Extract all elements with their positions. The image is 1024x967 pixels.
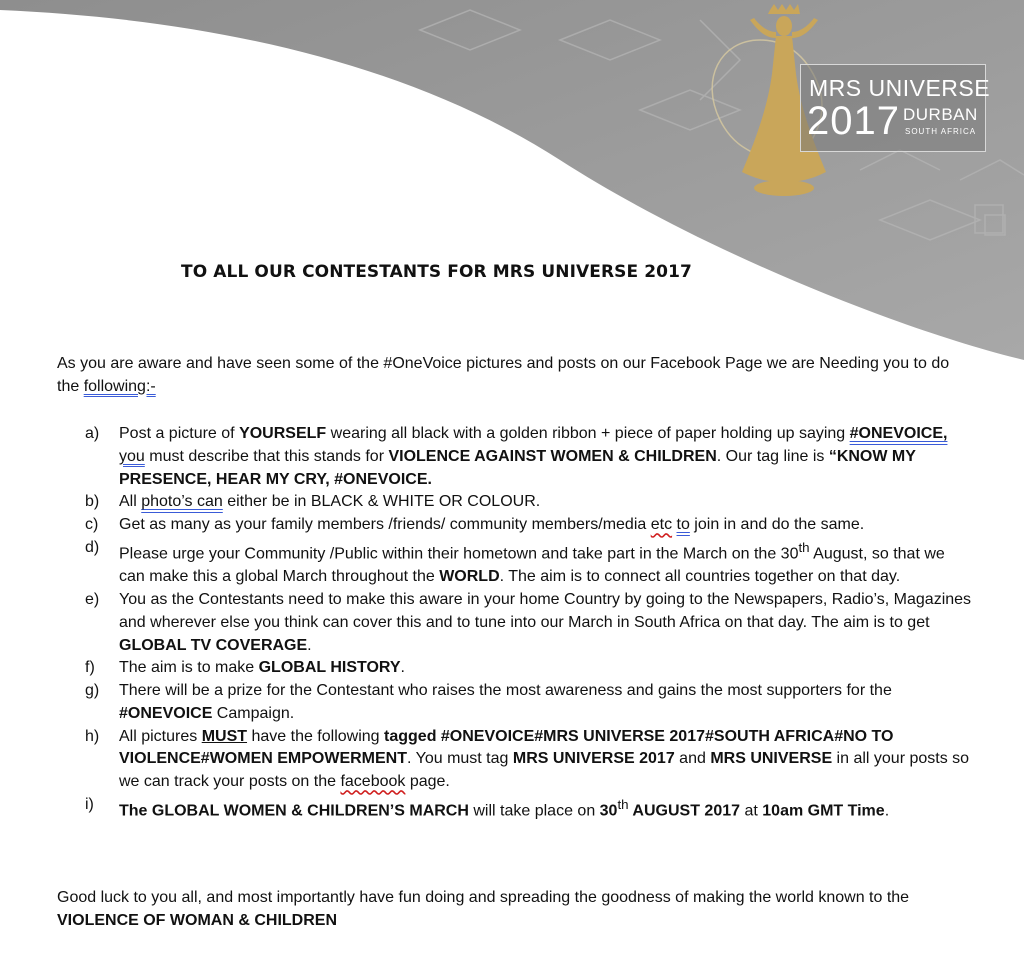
mrs-universe-logo — [800, 64, 991, 152]
text: You as the Contestants need to make this aware in your home Country by going to the Newspapers, Radio’s, Magazines and wherever else you think can cover this and to tune into our March in South Africa on that day. The aim is to get — [119, 590, 972, 631]
intro-underlined: following:- — [83, 377, 156, 395]
text: Get as many as your family members /friends/ community members/media — [119, 516, 651, 534]
text: There will be a prize for the Contestant who raises the most awareness and gains the most supporters for the — [119, 682, 892, 700]
logo-country: SOUTH AFRICA — [905, 127, 977, 136]
text: Campaign. — [212, 704, 295, 722]
text: . Our tag line is — [716, 447, 829, 465]
text: wearing all black with a golden ribbon + piece of paper holding up saying — [326, 425, 850, 442]
list-item — [85, 514, 975, 537]
text: join in and do the same. — [689, 516, 865, 534]
underlined-text: photo’s can — [141, 493, 223, 511]
text: . You must tag — [407, 750, 513, 768]
intro-text: As you are aware and have seen some of the #OneVoice pictures and posts on our Facebook Page we are Needing you to do the — [57, 355, 950, 395]
list-item — [85, 726, 975, 794]
list-marker: g) — [85, 682, 100, 700]
text: either be in BLACK & WHITE OR COLOUR. — [222, 493, 541, 511]
logo-city: DURBAN — [903, 105, 978, 124]
bold-text: GLOBAL HISTORY — [258, 659, 401, 677]
text: and — [674, 750, 711, 768]
list-item — [85, 423, 975, 491]
list-marker: i) — [85, 796, 94, 814]
bold-text: YOURSELF — [239, 425, 327, 442]
bold-text: MRS UNIVERSE — [710, 750, 833, 768]
list-marker: d) — [85, 538, 100, 556]
closing-paragraph — [57, 887, 977, 932]
text: have the following — [247, 727, 385, 745]
intro-paragraph — [57, 353, 957, 398]
text: will take place on — [468, 802, 600, 820]
closing-bold: VIOLENCE OF WOMAN & CHILDREN — [57, 911, 337, 929]
text: Post a picture of — [119, 425, 240, 442]
text: page. — [405, 773, 450, 791]
bold-text: tagged #ONEVOICE#MRS UNIVERSE 2017#SOUTH AFRICA#NO TO VIOLENCE#WOMEN EMPOWERMENT — [119, 727, 894, 768]
list-marker: h) — [85, 727, 100, 745]
text: in all your posts so we can track your posts on the — [119, 750, 970, 791]
bold-text: MRS UNIVERSE 2017 — [512, 750, 675, 768]
list-marker: a) — [85, 425, 100, 442]
text: . — [884, 802, 890, 820]
text: . The aim is to connect all countries together on that day. — [499, 568, 901, 586]
list-item — [85, 794, 975, 823]
text: must describe that this stands for — [144, 447, 389, 465]
text: All — [119, 493, 142, 511]
instruction-list — [85, 423, 975, 823]
document-title: TO ALL OUR CONTESTANTS FOR MRS UNIVERSE 2017 — [181, 262, 692, 282]
bold-text: #ONEVOICE — [119, 704, 213, 722]
text: August, so that we can make this a global March throughout the — [119, 545, 945, 586]
list-item — [85, 589, 975, 657]
bold-text: The GLOBAL WOMEN & CHILDREN’S MARCH — [119, 802, 469, 820]
list-marker: f) — [85, 659, 95, 677]
list-marker: c) — [85, 516, 99, 534]
list-marker: e) — [85, 590, 100, 608]
underlined-text: etc — [650, 516, 673, 534]
bold-text: MUST — [201, 727, 248, 745]
superscript: th — [617, 797, 629, 813]
text: . — [400, 659, 405, 677]
text: Please urge your Community /Public within their hometown and take part in the March on the 30 — [119, 545, 799, 563]
list-item — [85, 657, 975, 680]
bold-text: GLOBAL TV COVERAGE — [119, 636, 308, 654]
text: The aim is to make — [119, 659, 259, 677]
bold-text: 10am GMT Time — [762, 802, 885, 820]
bold-text: WORLD — [439, 568, 500, 586]
text: All pictures — [119, 727, 202, 745]
bold-text: #ONEVOICE, — [849, 425, 948, 442]
list-item — [85, 537, 975, 589]
logo-title: MRS UNIVERSE — [809, 75, 991, 101]
list-item — [85, 491, 975, 514]
header-banner-graphic — [0, 0, 1024, 370]
underlined-text: facebook — [340, 773, 406, 791]
logo-year: 2017 — [807, 99, 900, 143]
bold-text: 30 — [599, 802, 618, 820]
superscript: th — [798, 539, 810, 555]
bold-text: AUGUST 2017 — [628, 802, 741, 820]
text: . — [307, 636, 312, 654]
underlined-text: you — [119, 447, 145, 465]
bold-text: “KNOW MY PRESENCE, HEAR MY CRY, #ONEVOICE. — [119, 447, 916, 488]
closing-text: Good luck to you all, and most importantly have fun doing and spreading the goodness of making the world known to the — [57, 889, 910, 906]
text: at — [740, 802, 763, 820]
list-item — [85, 680, 975, 726]
list-marker: b) — [85, 493, 100, 511]
underlined-text: to — [676, 516, 690, 534]
bold-text: VIOLENCE AGAINST WOMEN & CHILDREN — [388, 447, 717, 465]
